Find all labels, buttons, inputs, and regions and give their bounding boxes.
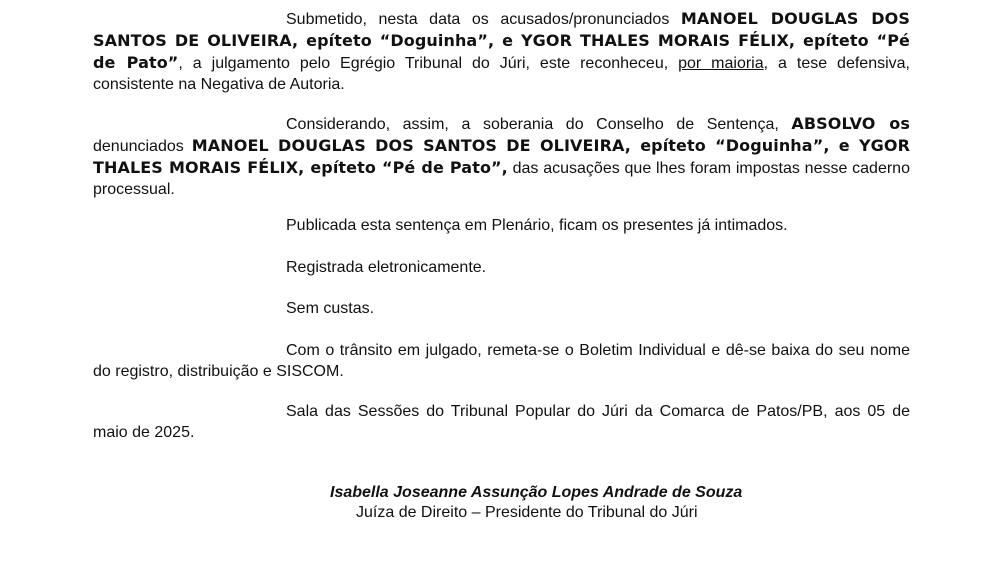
paragraph-acquittal bbox=[93, 113, 910, 200]
majority-underlined: por maioria bbox=[678, 55, 764, 72]
acquitted-defendants-names: MANOEL DOUGLAS DOS SANTOS DE OLIVEIRA, epíteto “Doguinha”, e YGOR THALES MORAIS FÉLIX, epíteto “Pé de Pato”, bbox=[93, 136, 911, 177]
paragraph-submission bbox=[93, 8, 910, 95]
paragraph-submission-text-2: , a julgamento pelo Egrégio Tribunal do Júri, este reconheceu, bbox=[178, 55, 679, 72]
paragraph-submission-text-3: , a tese defensiva, consistente na Negativa de Autoria. bbox=[93, 55, 910, 93]
paragraph-acquittal-text-1: Considerando, assim, a soberania do Conselho de Sentença, bbox=[286, 116, 792, 133]
judge-signature-name: Isabella Joseanne Assunção Lopes Andrade de Souza bbox=[330, 484, 743, 501]
acquittal-keyword: ABSOLVO os bbox=[791, 114, 911, 133]
paragraph-published: Publicada esta sentença em Plenário, ficam os presentes já intimados. bbox=[286, 217, 788, 234]
paragraph-session-place-date: Sala das Sessões do Tribunal Popular do Júri da Comarca de Patos/PB, aos 05 de maio de 2025. bbox=[93, 403, 910, 441]
paragraph-acquittal-text-2: denunciados bbox=[93, 138, 192, 155]
judge-signature-role: Juíza de Direito – Presidente do Tribunal do Júri bbox=[356, 504, 698, 521]
paragraph-no-costs: Sem custas. bbox=[286, 300, 375, 317]
paragraph-registered: Registrada eletronicamente. bbox=[286, 259, 487, 276]
paragraph-final-judgment: Com o trânsito em julgado, remeta-se o Boletim Individual e dê-se baixa do seu nome do registro, distribuição e SISCOM. bbox=[93, 342, 910, 380]
paragraph-acquittal-text-3: das acusações que lhes foram impostas nesse caderno processual. bbox=[93, 160, 910, 198]
paragraph-submission-text-1: Submetido, nesta data os acusados/pronunciados bbox=[286, 11, 681, 28]
defendants-names: MANOEL DOUGLAS DOS SANTOS DE OLIVEIRA, epíteto “Doguinha”, e YGOR THALES MORAIS FÉLIX, epíteto “Pé de Pato” bbox=[93, 9, 910, 72]
